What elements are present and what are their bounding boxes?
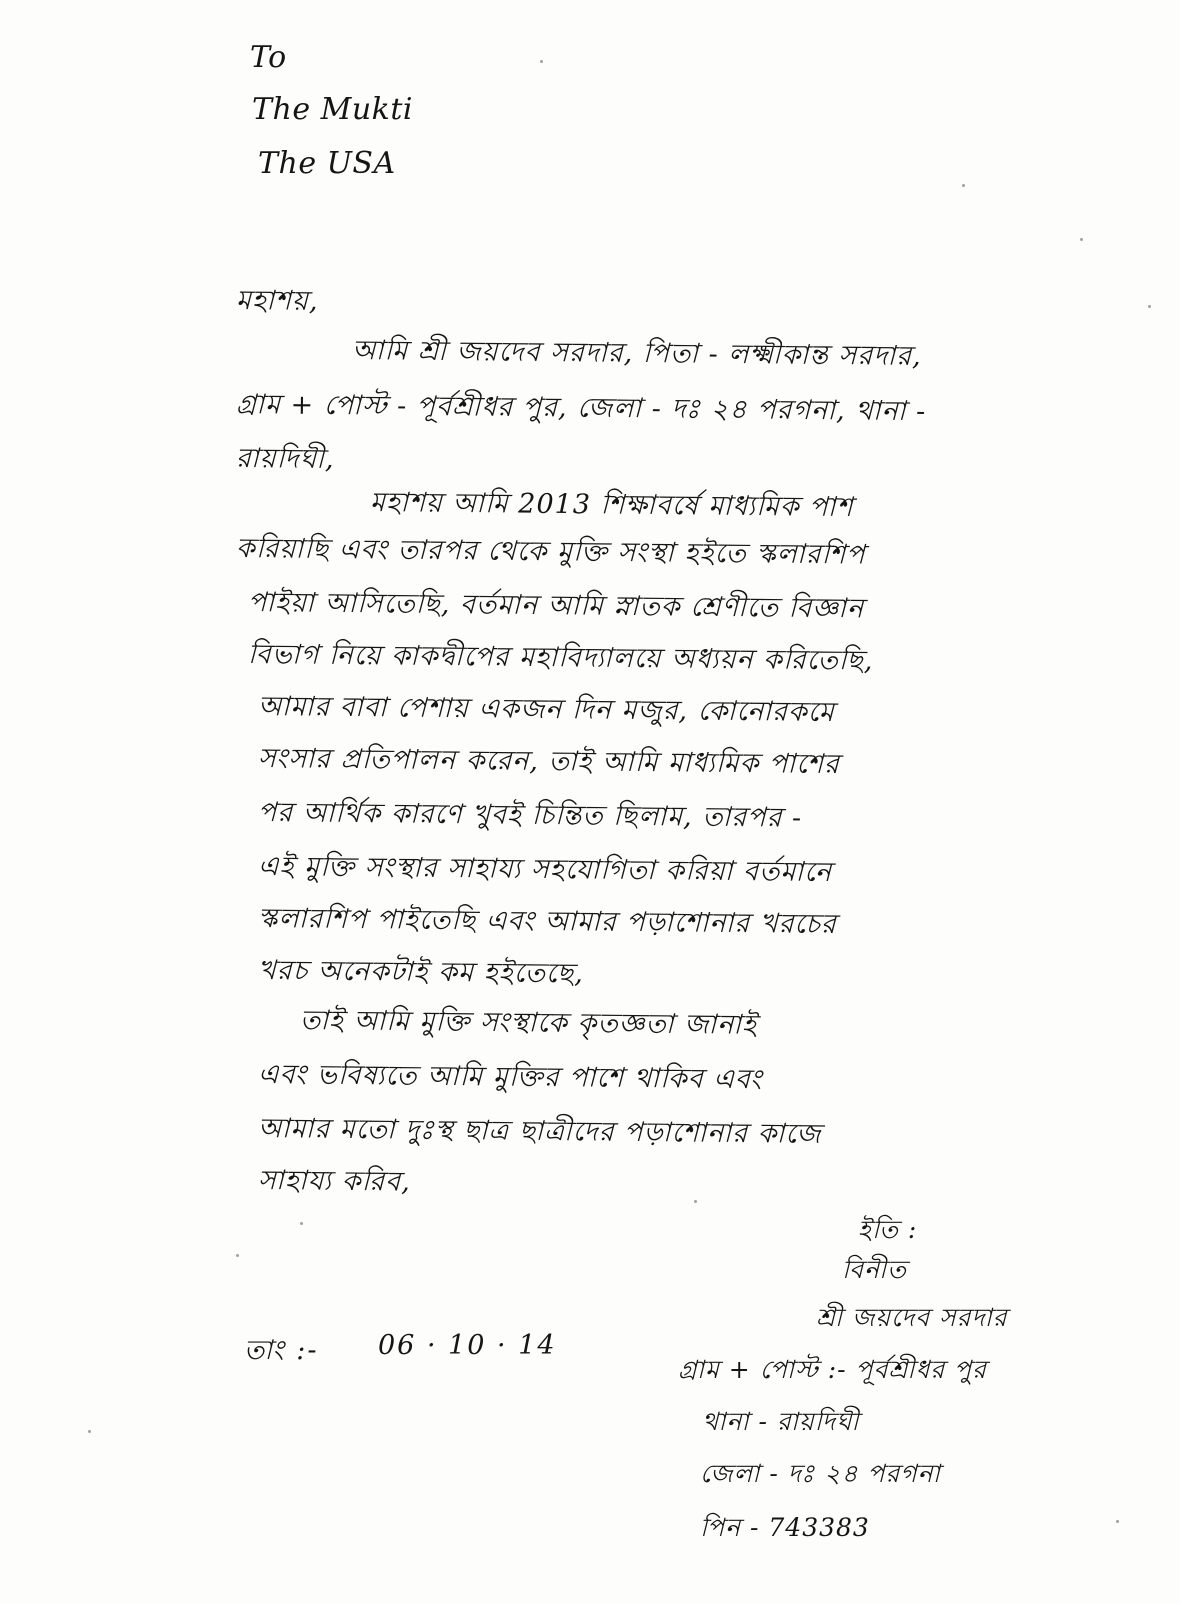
scan-speck xyxy=(962,184,965,187)
scan-speck xyxy=(1148,305,1151,308)
salutation: মহাশয়, xyxy=(235,285,319,317)
date-label: তাং :- xyxy=(244,1335,319,1366)
scan-speck xyxy=(88,1430,91,1433)
body-line: রায়দিঘী, xyxy=(235,443,335,476)
body-line: এবং ভবিষ্যতে আমি মুক্তির পাশে থাকিব এবং xyxy=(257,1059,763,1096)
scan-speck xyxy=(694,1200,697,1203)
recipient-organization: The Mukti xyxy=(252,92,413,127)
body-line: সাহায্য করিব, xyxy=(257,1165,411,1198)
scan-speck xyxy=(540,60,543,63)
sender-address-thana: থানা - রায়দিঘী xyxy=(702,1407,860,1436)
body-line: বিভাগ নিয়ে কাকদ্বীপের মহাবিদ্যালয়ে অধ্যয়ন করিতেছি, xyxy=(247,639,874,677)
scan-speck xyxy=(1116,1520,1119,1523)
body-line: আমি শ্রী জয়দেব সরদার, পিতা - লক্ষ্মীকান্ত সরদার, xyxy=(351,335,922,372)
signature-name: শ্রী জয়দেব সরদার xyxy=(816,1303,1008,1332)
scan-speck xyxy=(300,1222,303,1225)
date-value: 06 · 10 · 14 xyxy=(378,1330,557,1361)
closing-iti: ইতি : xyxy=(858,1215,918,1244)
sender-address-village: গ্রাম + পোস্ট :- পূর্বশ্রীধর পুর xyxy=(678,1355,987,1384)
sender-address-pin: পিন - 743383 xyxy=(700,1513,870,1542)
body-line: করিয়াছি এবং তারপর থেকে মুক্তি সংস্থা হইতে স্কলারশিপ xyxy=(235,533,866,571)
body-line: আমার মতো দুঃস্থ ছাত্র ছাত্রীদের পড়াশোনার কাজে xyxy=(257,1113,822,1150)
recipient-to: To xyxy=(250,40,287,75)
body-line: মহাশয় আমি 2013 শিক্ষাবর্ষে মাধ্যমিক পাশ xyxy=(369,487,854,524)
body-line: পর আর্থিক কারণে খুবই চিন্তিত ছিলাম, তারপর - xyxy=(257,797,803,834)
body-line: আমার বাবা পেশায় একজন দিন মজুর, কোনোরকমে xyxy=(257,691,835,729)
recipient-country: The USA xyxy=(258,146,396,181)
body-line: সংসার প্রতিপালন করেন, তাই আমি মাধ্যমিক পাশের xyxy=(257,743,841,781)
body-line: এই মুক্তি সংস্থার সাহায্য সহযোগিতা করিয়া বর্তমানে xyxy=(257,851,833,889)
scan-speck xyxy=(236,1254,239,1257)
scan-speck xyxy=(1080,238,1083,241)
body-line: গ্রাম + পোস্ট - পূর্বশ্রীধর পুর, জেলা - দঃ ২৪ পরগনা, থানা - xyxy=(235,389,927,428)
closing-binito: বিনীত xyxy=(842,1255,907,1284)
body-line: খরচ অনেকটাই কম হইতেছে, xyxy=(257,955,584,990)
body-line: তাই আমি মুক্তি সংস্থাকে কৃতজ্ঞতা জানাই xyxy=(299,1005,758,1041)
body-line: পাইয়া আসিতেছি, বর্তমান আমি স্নাতক শ্রেণীতে বিজ্ঞান xyxy=(247,587,865,625)
body-line: স্কলারশিপ পাইতেছি এবং আমার পড়াশোনার খরচের xyxy=(257,903,837,941)
sender-address-district: জেলা - দঃ ২৪ পরগনা xyxy=(700,1459,941,1488)
